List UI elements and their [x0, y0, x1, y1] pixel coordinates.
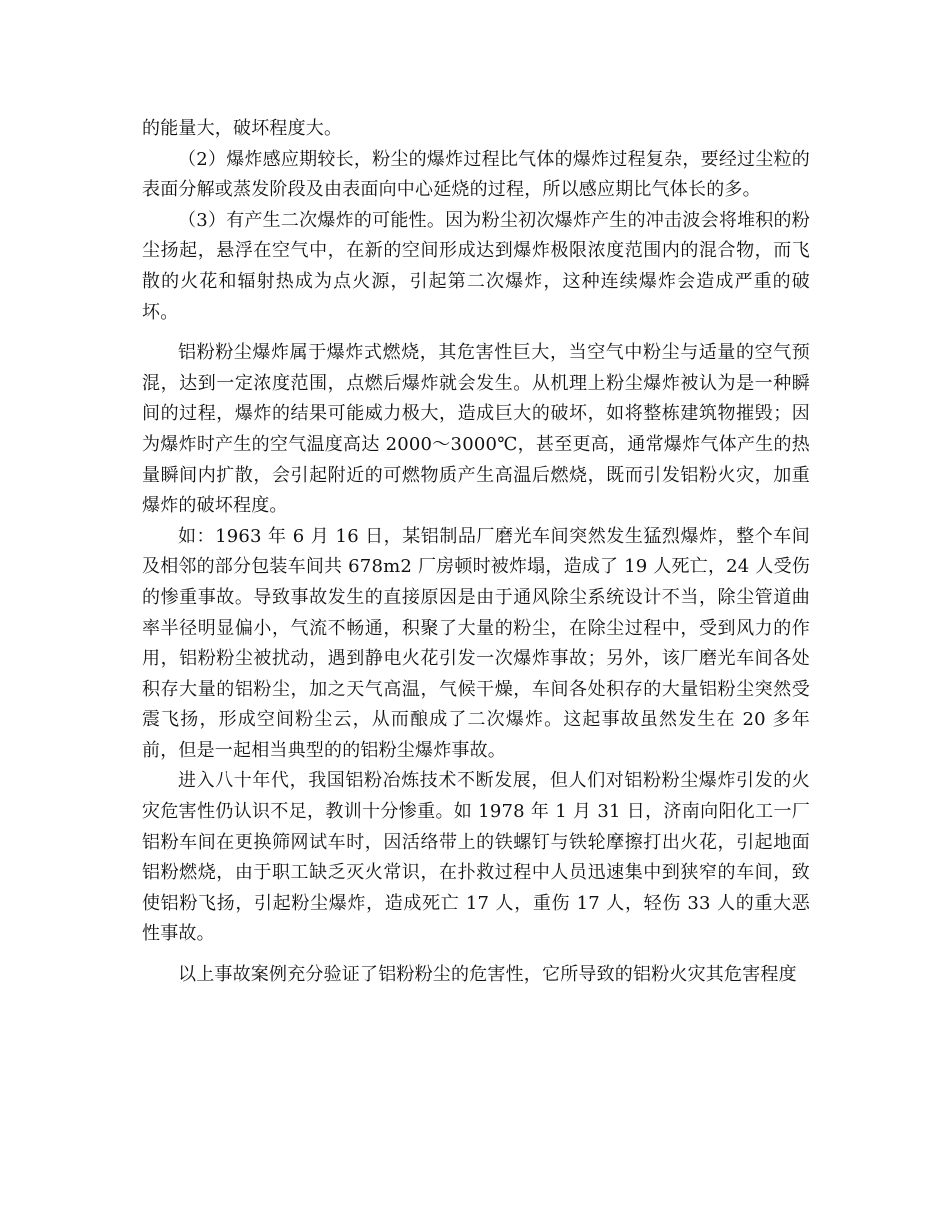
- document-body: [142, 114, 810, 991]
- paragraph-aluminum-dust-explosion: 铝粉粉尘爆炸属于爆炸式燃烧，其危害性巨大，当空气中粉尘与适量的空气预混，达到一定浓度范围，点燃后爆炸就会发生。从机理上粉尘爆炸被认为是一种瞬间的过程，爆炸的结果可能威力极大，造成巨大的破坏，如将整栋建筑物摧毁；因为爆炸时产生的空气温度高达 2000～3000℃，甚至更高，通常爆炸气体产生的热量瞬间内扩散，会引起附近的可燃物质产生高温后燃烧，既而引发铝粉火灾，加重爆炸的破坏程度。: [142, 342, 810, 517]
- paragraph-secondary-explosion: （3）有产生二次爆炸的可能性。因为粉尘初次爆炸产生的冲击波会将堆积的粉尘扬起，悬浮在空气中，在新的空间形成达到爆炸极限浓度范围内的混合物，而飞散的火花和辐射热成为点火源，引起第二次爆炸，这种连续爆炸会造成严重的破坏。: [142, 209, 810, 323]
- paragraph-case-1963: 如：1963 年 6 月 16 日，某铝制品厂磨光车间突然发生猛烈爆炸，整个车间及相邻的部分包装车间共 678m2 厂房顿时被炸塌，造成了 19 人死亡，24 人受伤的惨重事故。导致事故发生的直接原因是由于通风除尘系统设计不当，除尘管道曲率半径明显偏小，气流不畅通，积聚了大量的粉尘，在除尘过程中，受到风力的作用，铝粉粉尘被扰动，遇到静电火花引发一次爆炸事故；另外，该厂磨光车间各处积存大量的铝粉尘，加之天气高温，气候干燥，车间各处积存的大量铝粉尘突然受震飞扬，形成空间粉尘云，从而酿成了二次爆炸。这起事故虽然发生在 20 多年前，但是一起相当典型的的铝粉尘爆炸事故。: [142, 525, 810, 761]
- paragraph-continuation: 的能量大，破坏程度大。: [142, 118, 343, 139]
- paragraph-induction-period: （2）爆炸感应期较长，粉尘的爆炸过程比气体的爆炸过程复杂，要经过尘粒的表面分解或蒸发阶段及由表面向中心延烧的过程，所以感应期比气体长的多。: [142, 148, 810, 201]
- paragraph-conclusion: 以上事故案例充分验证了铝粉粉尘的危害性，它所导致的铝粉火灾其危害程度: [178, 964, 797, 986]
- paragraph-case-1978: 进入八十年代，我国铝粉冶炼技术不断发展，但人们对铝粉粉尘爆炸引发的火灾危害性仍认识不足，教训十分惨重。如 1978 年 1 月 31 日，济南向阳化工一厂铝粉车间在更换筛网试车时，因活络带上的铁螺钉与铁轮摩擦打出火花，引起地面铝粉燃烧，由于职工缺乏灭火常识，在扑救过程中人员迅速集中到狭窄的车间，致使铝粉飞扬，引起粉尘爆炸，造成死亡 17 人，重伤 17 人，轻伤 33 人的重大恶性事故。: [142, 770, 810, 945]
